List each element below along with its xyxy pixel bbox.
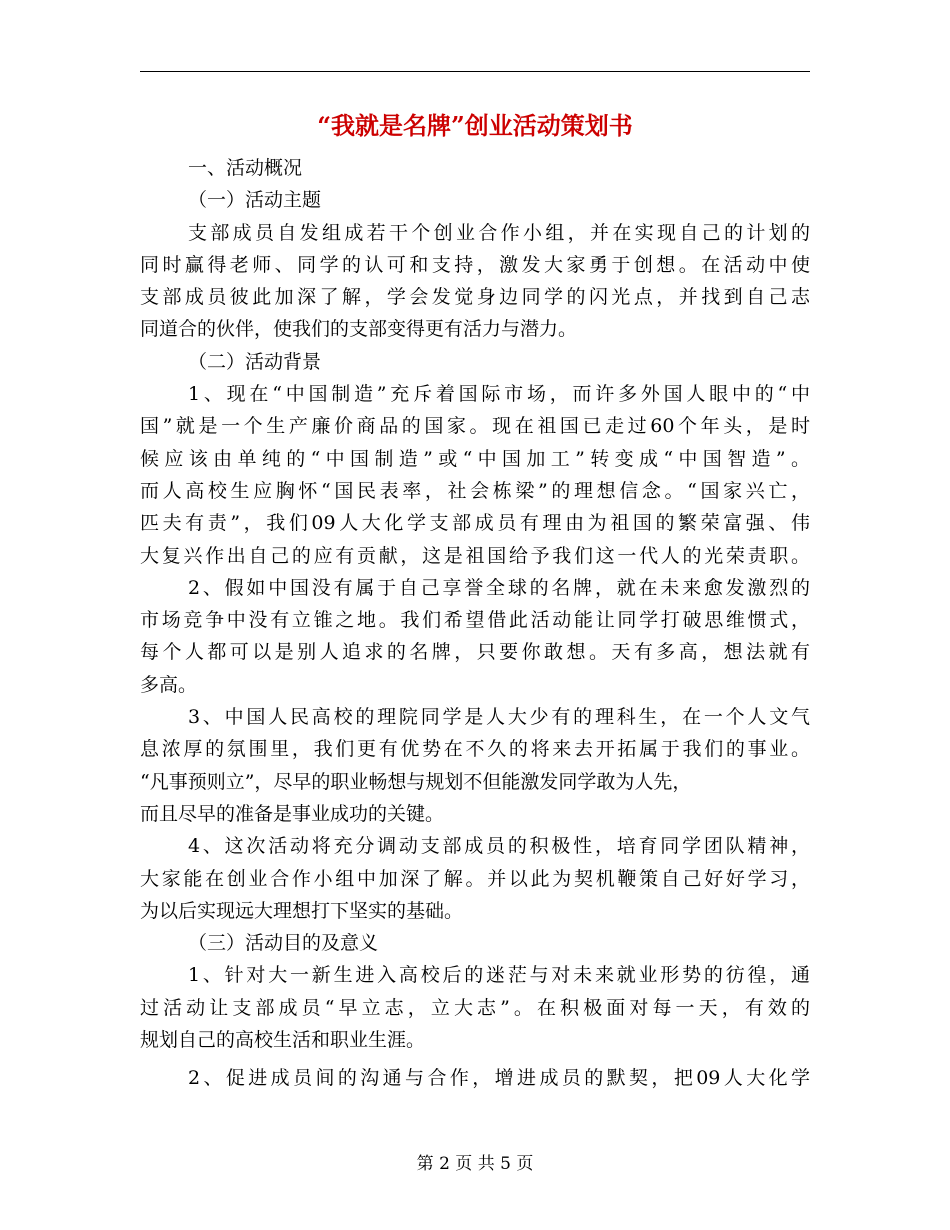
page-footer: 第 2 页 共 5 页 <box>416 1154 534 1174</box>
text-line: （二）活动背景 <box>188 350 322 373</box>
text-line: 大家能在创业合作小组中加深了解。并以此为契机鞭策自己好好学习， <box>140 867 810 890</box>
text-line: “凡事预则立”，尽早的职业畅想与规划不但能激发同学敢为人先， <box>140 770 692 793</box>
text-line: 4、这次活动将充分调动支部成员的积极性，培育同学团队精神， <box>188 835 810 858</box>
text-line: 规划自己的高校生活和职业生涯。 <box>140 1029 426 1052</box>
text-line: 3、中国人民高校的理院同学是人大少有的理科生，在一个人文气 <box>188 706 810 729</box>
document-body <box>140 152 810 1095</box>
text-line: 多高。 <box>140 673 198 696</box>
text-line: 过活动让支部成员“早立志，立大志”。在积极面对每一天，有效的 <box>140 996 810 1019</box>
text-line: 1、针对大一新生进入高校后的迷茫与对未来就业形势的彷徨，通 <box>188 964 810 987</box>
text-line: （一）活动主题 <box>188 189 322 212</box>
text-line: 候应该由单纯的“中国制造”或“中国加工”转变成“中国智造”。 <box>140 447 810 470</box>
text-line: 支部成员自发组成若干个创业合作小组，并在实现自己的计划的 <box>188 221 810 244</box>
text-line: 支部成员彼此加深了解，学会发觉身边同学的闪光点，并找到自己志 <box>140 286 810 309</box>
text-line: 而且尽早的准备是事业成功的关键。 <box>140 802 445 825</box>
text-line: 2、假如中国没有属于自己享誉全球的名牌，就在未来愈发激烈的 <box>188 576 810 599</box>
text-line: 同道合的伙伴，使我们的支部变得更有活力与潜力。 <box>140 318 578 341</box>
text-line: 而人高校生应胸怀“国民表率，社会栋梁”的理想信念。“国家兴亡， <box>140 479 810 502</box>
text-line: 1、现在“中国制造”充斥着国际市场，而许多外国人眼中的“中 <box>188 383 810 406</box>
text-line: 市场竞争中没有立锥之地。我们希望借此活动能让同学打破思维惯式， <box>140 609 810 632</box>
text-line: 匹夫有责”，我们09人大化学支部成员有理由为祖国的繁荣富强、伟 <box>140 512 810 535</box>
text-line: 2、促进成员间的沟通与合作，增进成员的默契，把09人大化学 <box>188 1067 810 1090</box>
text-line: 为以后实现远大理想打下坚实的基础。 <box>140 899 464 922</box>
text-line: 大复兴作出自己的应有贡献，这是祖国给予我们这一代人的光荣责职。 <box>140 544 810 567</box>
document-title: “我就是名牌”创业活动策划书 <box>317 111 633 140</box>
text-line: 国”就是一个生产廉价商品的国家。现在祖国已走过60个年头，是时 <box>140 415 810 438</box>
text-line: 同时赢得老师、同学的认可和支持，激发大家勇于创想。在活动中使 <box>140 253 810 276</box>
text-line: （三）活动目的及意义 <box>188 932 379 955</box>
text-line: 一、活动概况 <box>188 157 303 179</box>
text-line: 每个人都可以是别人追求的名牌，只要你敢想。天有多高，想法就有 <box>140 641 810 664</box>
header-rule <box>140 71 810 72</box>
text-line: 息浓厚的氛围里，我们更有优势在不久的将来去开拓属于我们的事业。 <box>140 738 810 761</box>
